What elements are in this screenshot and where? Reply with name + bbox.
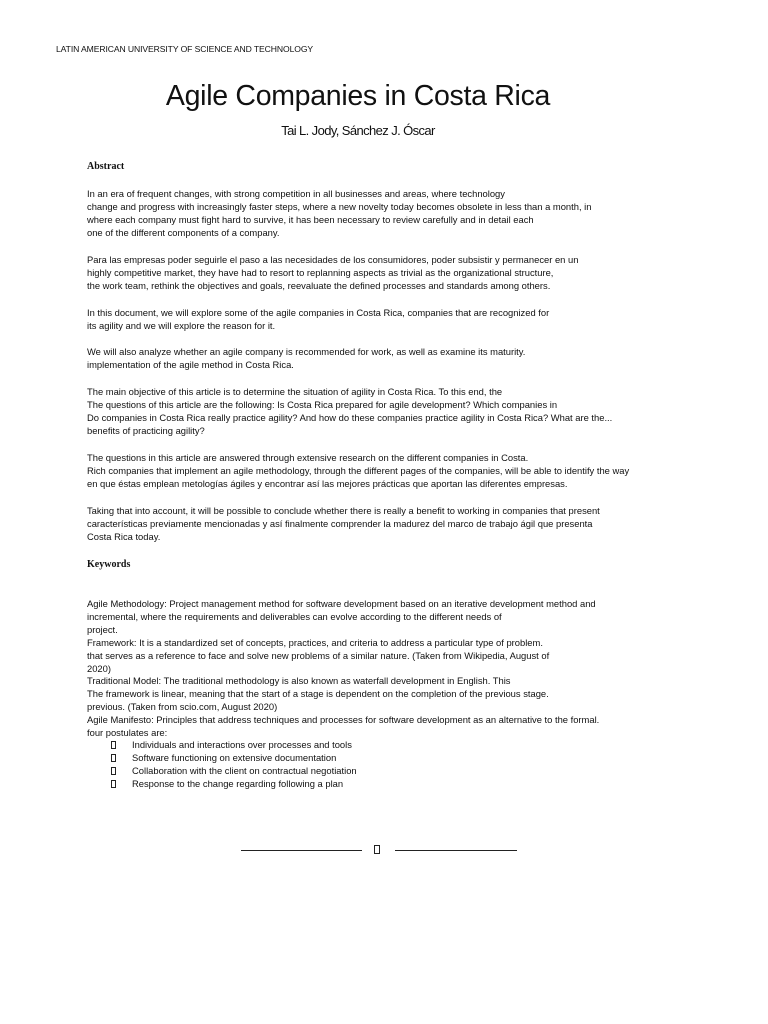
list-item (111, 765, 357, 778)
separator-line-left (241, 850, 362, 851)
list-item (111, 778, 357, 791)
text-line: características previamente mencionadas y así finalmente comprender la madurez del marco de trabajo ágil que presenta (87, 517, 593, 529)
postulates-list (111, 739, 357, 791)
text-line: 2020) (87, 662, 111, 674)
list-item (111, 739, 357, 752)
list-item-text: Response to the change regarding following a plan (132, 777, 344, 789)
list-item-text: Software functioning on extensive documentation (132, 751, 337, 763)
text-line: where each company must fight hard to survive, it has been necessary to review carefully and in detail each (87, 213, 534, 225)
text-line: highly competitive market, they have had to resort to replanning aspects as trivial as the organizational structure, (87, 266, 554, 278)
paper-title: Agile Companies in Costa Rica (165, 80, 551, 112)
bullet-box-icon (111, 780, 116, 788)
abstract-paragraph (87, 346, 525, 372)
text-line: Rich companies that implement an agile methodology, through the different pages of the companies, will be able to identify the way (87, 464, 630, 476)
text-line: project. (87, 623, 118, 635)
text-line: Agile Manifesto: Principles that address techniques and processes for software development as an alternative to the formal. (87, 714, 600, 726)
text-line: incremental, where the requirements and deliverables can evolve according to the different needs of (87, 610, 502, 622)
text-line: Para las empresas poder seguirle el paso a las necesidades de los consumidores, poder subsistir y permanecer en un (87, 254, 579, 265)
text-line: previous. (Taken from scio.com, August 2020) (87, 701, 278, 713)
abstract-paragraph (87, 254, 578, 293)
text-line: Taking that into account, it will be possible to conclude whether there is really a benefit to working in companies that present (87, 505, 600, 516)
abstract-paragraph (87, 188, 591, 240)
text-line: Do companies in Costa Rica really practice agility? And how do these companies practice agility in Costa Rica? What are the... (87, 411, 613, 423)
text-line: In this document, we will explore some of the agile companies in Costa Rica, companies that are recognized for (87, 307, 550, 318)
list-item (111, 752, 357, 765)
text-line: The main objective of this article is to determine the situation of agility in Costa Rica. To this end, the (87, 386, 503, 397)
section-separator (241, 844, 521, 856)
bullet-box-icon (111, 754, 116, 762)
keywords-body (87, 598, 599, 740)
text-line: Framework: It is a standardized set of concepts, practices, and criteria to address a particular type of problem. (87, 636, 543, 648)
separator-box-icon (374, 845, 380, 854)
text-line: the work team, rethink the objectives and goals, reevaluate the defined processes and standards among others. (87, 279, 551, 291)
text-line: four postulates are: (87, 727, 168, 739)
text-line: The questions in this article are answered through extensive research on the different companies in Costa. (87, 452, 529, 463)
abstract-paragraph (87, 307, 549, 333)
text-line: implementation of the agile method in Costa Rica. (87, 358, 294, 370)
author-list: Tai L. Jody, Sánchez J. Óscar (281, 123, 435, 138)
text-line: Traditional Model: The traditional methodology is also known as waterfall development in English. This (87, 675, 511, 687)
abstract-heading: Abstract (87, 161, 125, 172)
abstract-paragraph (87, 505, 600, 544)
text-line: one of the different components of a company. (87, 226, 280, 238)
institution-header: LATIN AMERICAN UNIVERSITY OF SCIENCE AND TECHNOLOGY (56, 44, 314, 54)
text-line: In an era of frequent changes, with strong competition in all businesses and areas, where technology (87, 188, 505, 199)
abstract-paragraph (87, 386, 612, 438)
list-item-text: Collaboration with the client on contractual negotiation (132, 764, 357, 776)
text-line: The framework is linear, meaning that the start of a stage is dependent on the completion of the previous stage. (87, 688, 549, 700)
list-item-text: Individuals and interactions over processes and tools (132, 739, 352, 750)
abstract-paragraph (87, 452, 629, 491)
separator-line-right (395, 850, 517, 851)
keywords-heading: Keywords (87, 559, 131, 570)
text-line: The questions of this article are the following: Is Costa Rica prepared for agile development? Which companies in (87, 398, 558, 410)
bullet-box-icon (111, 767, 116, 775)
bullet-box-icon (111, 741, 116, 749)
text-line: en que éstas emplean metologías ágiles y encontrar así las mejores prácticas que aportan las diferentes empresas. (87, 477, 568, 489)
text-line: We will also analyze whether an agile company is recommended for work, as well as examine its maturity. (87, 346, 526, 357)
text-line: that serves as a reference to face and solve new problems of a similar nature. (Taken from Wikipedia, August of (87, 649, 550, 661)
text-line: change and progress with increasingly faster steps, where a new novelty today becomes obsolete in less than a month, in (87, 200, 592, 212)
text-line: Costa Rica today. (87, 530, 161, 542)
text-line: its agility and we will explore the reason for it. (87, 319, 276, 331)
text-line: benefits of practicing agility? (87, 424, 205, 436)
text-line: Agile Methodology: Project management method for software development based on an iterative development method and (87, 598, 596, 609)
